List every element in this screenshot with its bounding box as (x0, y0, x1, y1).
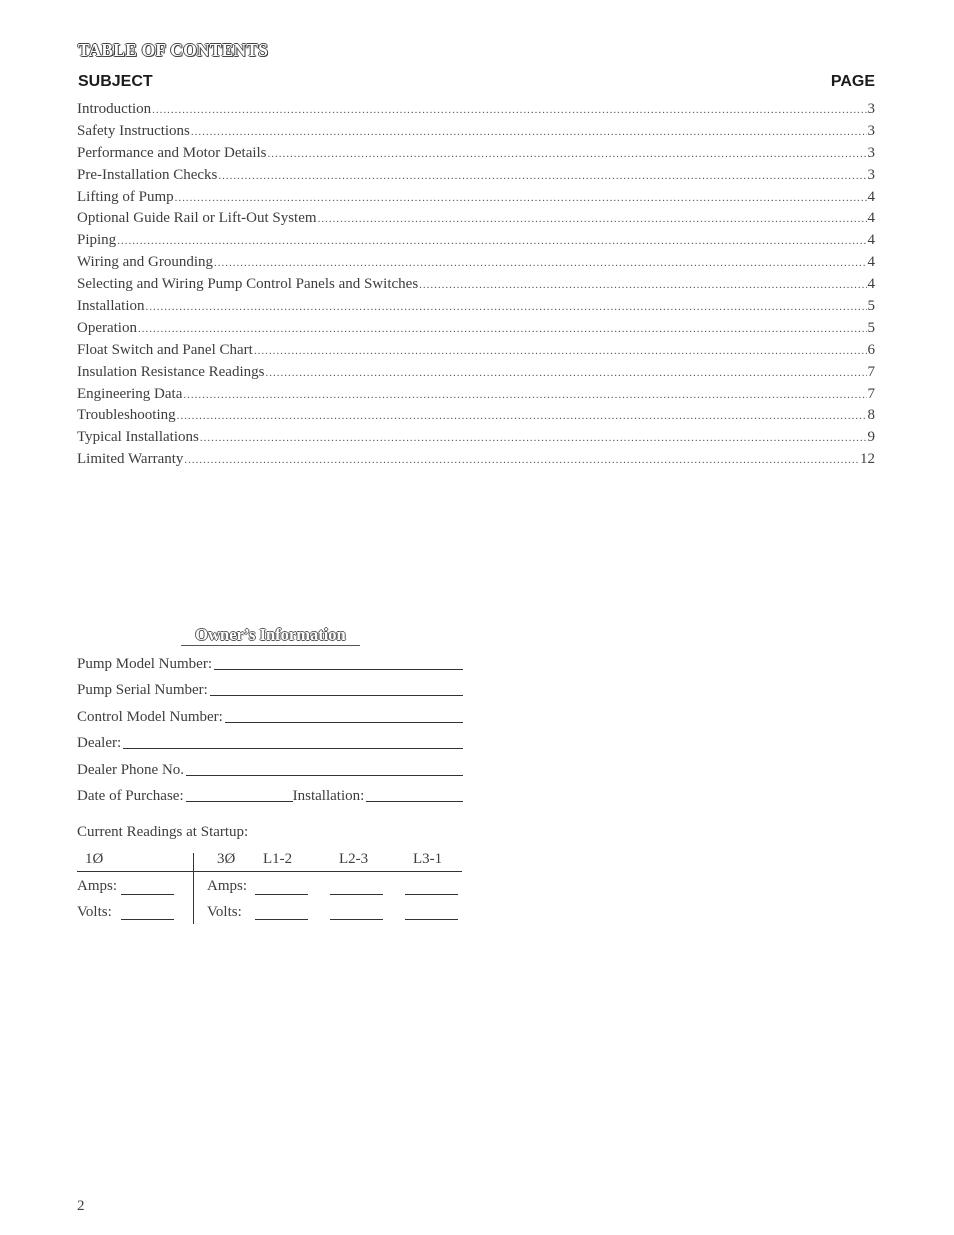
toc-entry[interactable] (77, 405, 875, 427)
toc-title: TABLE OF CONTENTS (78, 40, 269, 60)
toc-entry-label: Wiring and Grounding (77, 254, 214, 271)
toc-entry[interactable] (77, 296, 875, 318)
toc-entry-label: Performance and Motor Details (77, 144, 267, 161)
toc-leader-dots (191, 122, 867, 144)
l1-2-label: L1-2 (263, 851, 293, 867)
pump-model-label: Pump Model Number: (77, 656, 212, 672)
dealer-field[interactable] (77, 735, 463, 752)
toc-entry-label: Installation (77, 298, 145, 315)
toc-leader-dots (183, 385, 866, 407)
pump-model-line[interactable] (214, 668, 463, 670)
toc-entry-label: Insulation Resistance Readings (77, 363, 265, 380)
dealer-phone-field[interactable] (77, 762, 463, 779)
toc-entry[interactable] (77, 252, 875, 274)
date-of-purchase-label: Date of Purchase: (77, 788, 184, 804)
dealer-phone-line[interactable] (186, 774, 463, 776)
l3-1-label: L3-1 (413, 851, 443, 867)
control-model-field[interactable] (77, 709, 463, 726)
date-of-purchase-line[interactable] (186, 800, 293, 802)
toc-entry-page: 4 (867, 188, 875, 205)
toc-list (77, 99, 875, 471)
toc-entry[interactable] (77, 362, 875, 384)
current-readings-label: Current Readings at Startup: (77, 824, 249, 840)
page-number: 2 (77, 1198, 85, 1214)
toc-entry-page: 9 (867, 429, 875, 446)
toc-entry[interactable] (77, 340, 875, 362)
toc-entry-page: 6 (867, 341, 875, 358)
control-model-label: Control Model Number: (77, 709, 223, 725)
pump-serial-label: Pump Serial Number: (77, 682, 208, 698)
toc-entry-label: Lifting of Pump (77, 188, 174, 205)
toc-leader-dots (184, 450, 859, 472)
installation-label: Installation: (292, 788, 365, 804)
installation-line[interactable] (366, 800, 463, 802)
dealer-line[interactable] (123, 747, 463, 749)
toc-entry-page: 5 (867, 298, 875, 315)
toc-leader-dots (200, 428, 867, 450)
toc-entry-label: Engineering Data (77, 385, 183, 402)
toc-leader-dots (214, 253, 866, 275)
volts-3ph-label: Volts: (207, 904, 242, 920)
toc-entry[interactable] (77, 274, 875, 296)
toc-entry[interactable] (77, 187, 875, 209)
toc-leader-dots (254, 341, 867, 363)
toc-entry[interactable] (77, 230, 875, 252)
toc-entry-page: 3 (867, 101, 875, 117)
toc-entry-page: 7 (867, 363, 875, 380)
amps-1ph-label: Amps: (77, 878, 118, 894)
toc-entry-page: 12 (860, 451, 875, 468)
amps-l12-line[interactable] (255, 894, 308, 895)
toc-entry-label: Introduction (77, 101, 152, 117)
toc-entry[interactable] (77, 165, 875, 187)
page-header: PAGE (830, 73, 875, 90)
pump-model-field[interactable] (77, 656, 463, 673)
toc-entry-page: 3 (867, 144, 875, 161)
toc-entry-page: 3 (867, 122, 875, 139)
purchase-installation-field[interactable] (77, 788, 463, 805)
toc-entry[interactable] (77, 449, 875, 471)
toc-entry-page: 4 (867, 232, 875, 249)
l2-3-label: L2-3 (339, 851, 369, 867)
pump-serial-line[interactable] (210, 694, 463, 696)
volts-1ph-line[interactable] (121, 919, 174, 920)
three-phase-label: 3Ø (217, 851, 236, 867)
toc-entry[interactable] (77, 121, 875, 143)
toc-entry-page: 4 (867, 254, 875, 271)
volts-l12-line[interactable] (255, 919, 308, 920)
pump-serial-field[interactable] (77, 682, 463, 699)
toc-entry-label: Limited Warranty (77, 451, 184, 468)
toc-entry[interactable] (77, 427, 875, 449)
amps-3ph-label: Amps: (207, 878, 248, 894)
toc-leader-dots (318, 209, 867, 231)
toc-entry-page: 7 (867, 385, 875, 402)
toc-leader-dots (177, 406, 867, 428)
toc-entry-page: 3 (867, 166, 875, 183)
toc-leader-dots (265, 363, 866, 385)
toc-entry-page: 5 (867, 319, 875, 336)
toc-entry-label: Optional Guide Rail or Lift-Out System (77, 210, 317, 227)
subject-header: SUBJECT (78, 73, 153, 90)
amps-1ph-line[interactable] (121, 894, 174, 895)
toc-entry-label: Float Switch and Panel Chart (77, 341, 253, 358)
toc-leader-dots (268, 144, 867, 166)
toc-leader-dots (117, 231, 866, 253)
readings-header-rule (77, 871, 462, 872)
toc-entry-label: Piping (77, 232, 117, 249)
toc-entry-page: 8 (867, 407, 875, 424)
toc-entry-label: Safety Instructions (77, 122, 190, 139)
toc-leader-dots (152, 100, 866, 122)
toc-leader-dots (419, 275, 866, 297)
single-phase-label: 1Ø (85, 851, 104, 867)
dealer-label: Dealer: (77, 735, 122, 751)
amps-l23-line[interactable] (330, 894, 383, 895)
volts-l23-line[interactable] (330, 919, 383, 920)
toc-entry[interactable] (77, 143, 875, 165)
toc-entry-label: Selecting and Wiring Pump Control Panels and Switches (77, 276, 419, 293)
toc-entry[interactable] (77, 208, 875, 230)
toc-leader-dots (138, 319, 867, 341)
amps-l31-line[interactable] (405, 894, 458, 895)
toc-entry-page: 4 (867, 210, 875, 227)
toc-leader-dots (218, 166, 866, 188)
toc-entry[interactable] (77, 318, 875, 340)
control-model-line[interactable] (225, 721, 463, 723)
toc-entry-page: 4 (867, 276, 875, 293)
volts-l31-line[interactable] (405, 919, 458, 920)
toc-entry-label: Typical Installations (77, 429, 199, 446)
dealer-phone-label: Dealer Phone No. (77, 762, 185, 778)
toc-entry[interactable] (77, 99, 875, 121)
owners-information-title: Owner’s Information (181, 624, 360, 646)
phase-divider (193, 853, 194, 924)
toc-leader-dots (146, 297, 867, 319)
toc-leader-dots (175, 188, 867, 210)
volts-1ph-label: Volts: (77, 904, 112, 920)
toc-entry-label: Troubleshooting (77, 407, 176, 424)
toc-entry-label: Operation (77, 319, 137, 336)
toc-entry-label: Pre-Installation Checks (77, 166, 218, 183)
toc-entry[interactable] (77, 384, 875, 406)
